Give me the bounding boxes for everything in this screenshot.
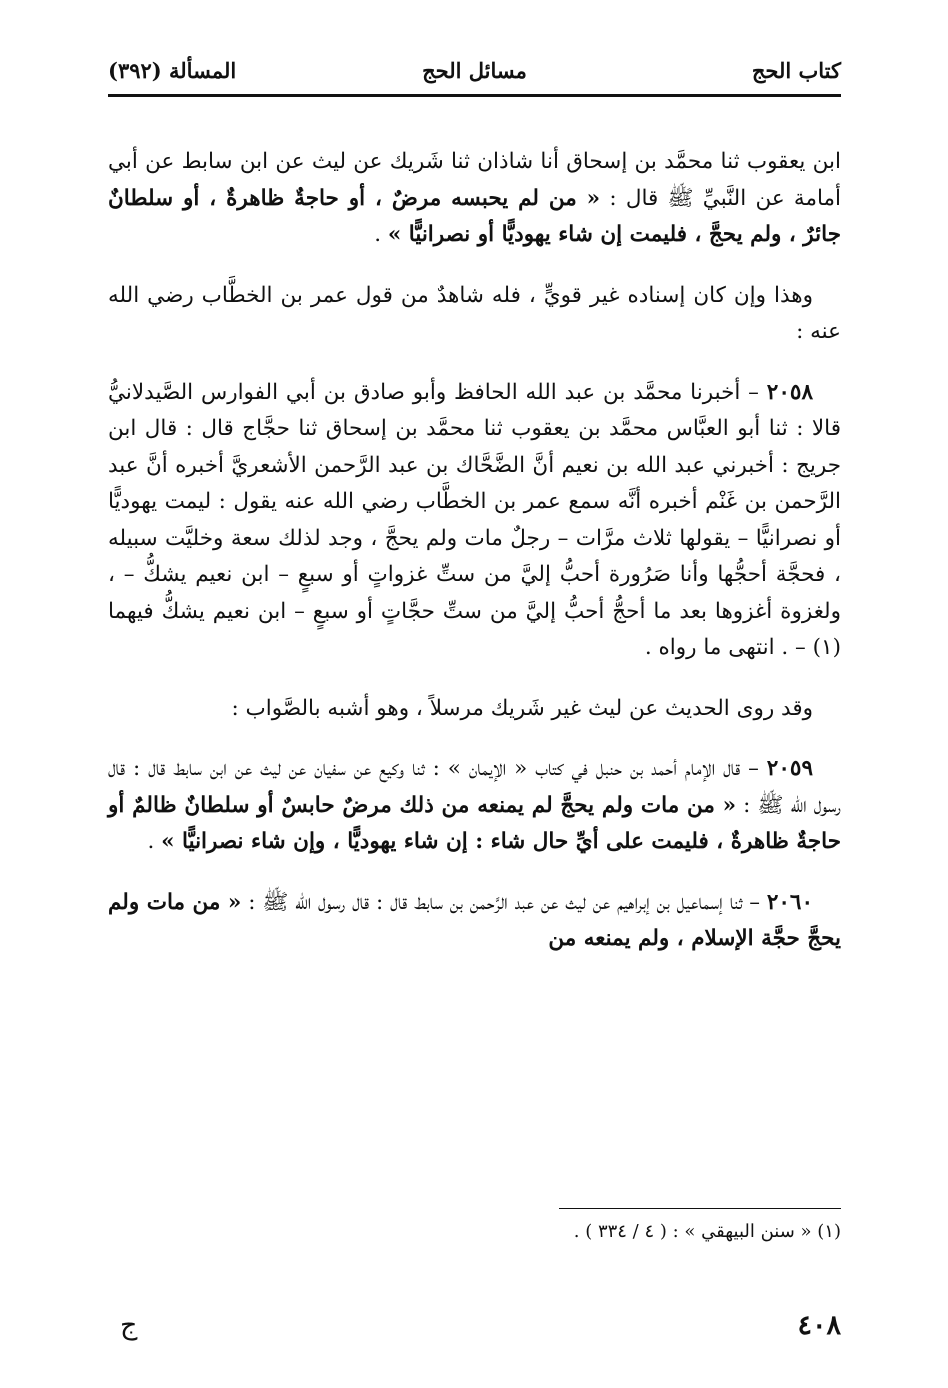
hadith-number: ٢٠٥٩	[766, 756, 813, 781]
paragraph-2060	[108, 885, 841, 958]
header-section-title: مسائل الحج	[422, 58, 527, 83]
book-page	[108, 40, 841, 1360]
hadith-text: « من مات ولم يحجَّ حجَّة الإسلام ، ولم يمنعه من	[108, 889, 841, 951]
hadith-number: ٢٠٦٠	[766, 889, 814, 915]
footnote-divider	[559, 1208, 841, 1209]
hadith-text: « من مات ولم يحجَّ لم يمنعه من ذلك مرضٌ حابسٌ أو سلطانٌ ظالمٌ أو حاجةٌ ظاهرةٌ ، فليمت على أيِّ حال شاء : إن شاء يهوديًّا ، وإن شاء نصرانيًّا »	[108, 792, 841, 854]
header-issue-number: المسألة (٣٩٢)	[108, 58, 237, 83]
footnote-1: (١) « سنن البيهقي » : ( ٤ / ٣٣٤ ) .	[573, 1221, 841, 1242]
paragraph-text: وهذا وإن كان إسناده غير قويٍّ ، فله شاهدٌ من قول عمر بن الخطَّاب رضي الله عنه :	[108, 282, 841, 344]
page-number: ٤٠٨	[797, 1310, 841, 1341]
paragraph-text: وقد روى الحديث عن ليث غير شَريك مرسلاً ، وهو أشبه بالصَّواب :	[231, 695, 813, 721]
paragraph-4	[108, 691, 841, 728]
paragraph-text: – قال الإمام أحمد بن حنبل في كتاب « الإيمان » : ثنا وكيع عن سفيان عن ليث عن ابن سابط قال : قال رسول الله ﷺ :	[108, 756, 841, 818]
paragraph-2	[108, 278, 841, 351]
main-text	[108, 144, 841, 982]
paragraph-text: – ثنا إسماعيل بن إبراهيم عن ليث عن عبد الرَّحمن بن سابط قال : قال رسول الله ﷺ :	[241, 889, 767, 915]
hadith-text: « من لم يحبسه مرضٌ ، أو حاجةٌ ظاهرةٌ ، أو سلطانٌ جائرٌ ، ولم يحجَّ ، فليمت إن شاء يهوديًّا أو نصرانيًّا »	[108, 185, 841, 247]
header-book-title: كتاب الحج	[751, 58, 841, 83]
paragraph-1	[108, 144, 841, 254]
paragraph-tail: .	[147, 829, 162, 854]
header-divider	[108, 94, 841, 97]
paragraph-text: – أخبرنا محمَّد بن عبد الله الحافظ وأبو صادق بن أبي الفوارس الصَّيدلانيُّ قالا : ثنا أبو العبَّاس محمَّد بن يعقوب ثنا محمَّد بن إسحاق ثنا حجَّاج قال : قال ابن جريج : أخبرني عبد الله بن نعيم أنَّ الضَّحَّاك بن عبد الرَّحمن الأشعريَّ أخبره أنَّ عبد الرَّحمن بن غَنْم أخبره أنَّه سمع عمر بن الخطَّاب رضي الله عنه يقول : ليمت يهوديًّا أو نصرانيًّا – يقولها ثلاث مرَّات – رجلٌ مات ولم يحجَّ ، وجد لذلك سعة وخليَّت سبيله ، فحجَّة أحجُّها وأنا صَرُورة أحبُّ إليَّ من ستِّ غزواتٍ أو سبعٍ – ابن نعيم يشكُّ – ، ولغزوة أغزوها بعد ما أحجُّ أحبُّ إليَّ من ستِّ حجَّاتٍ أو سبعٍ – ابن نعيم يشكُّ فيهما (١) – . انتهى ما رواه .	[108, 379, 841, 660]
paragraph-text: ابن يعقوب ثنا محمَّد بن إسحاق أنا شاذان ثنا شَريك عن ليث عن ابن سابط عن أبي أمامة عن النَّبيِّ ﷺ قال :	[108, 149, 841, 211]
paragraph-2059	[108, 751, 841, 861]
signature-mark: ج	[120, 1310, 138, 1341]
paragraph-2058	[108, 375, 841, 667]
paragraph-tail: .	[374, 222, 388, 247]
running-header	[108, 52, 841, 92]
hadith-number: ٢٠٥٨	[766, 379, 813, 405]
